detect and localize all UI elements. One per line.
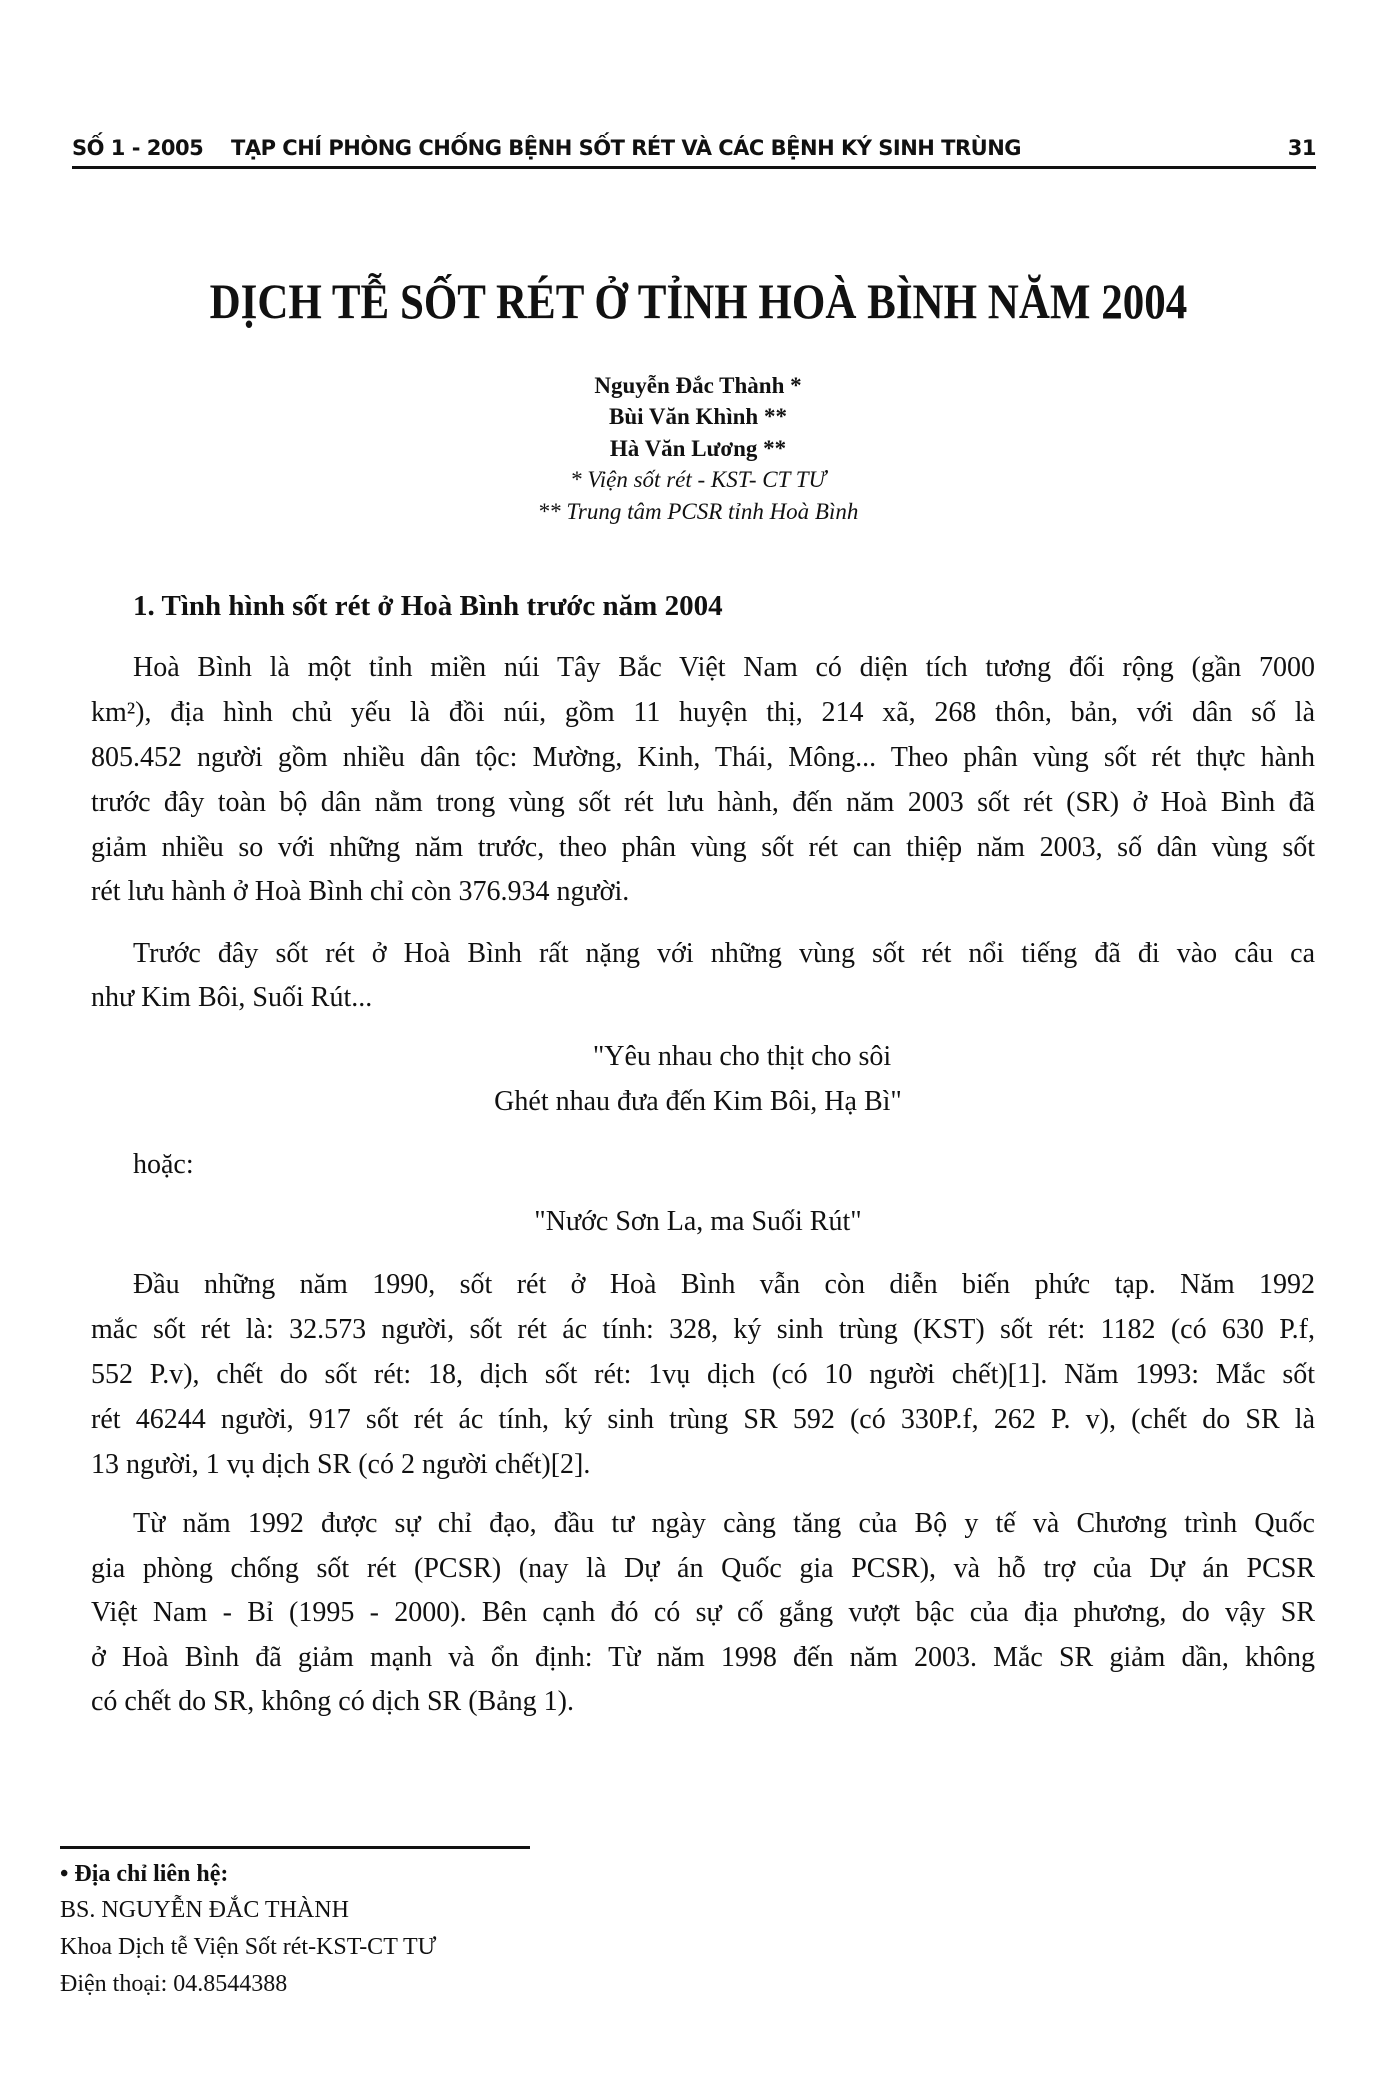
- verse-line: "Nước Sơn La, ma Suối Rút": [534, 1206, 862, 1237]
- paragraph-line: rét lưu hành ở Hoà Bình chỉ còn 376.934 người.: [91, 876, 630, 907]
- paragraph-line: như Kim Bôi, Suối Rút...: [91, 982, 373, 1013]
- footnote-org: Khoa Dịch tễ Viện Sốt rét-KST-CT TƯ: [60, 1934, 437, 1960]
- affiliation: * Viện sốt rét - KST- CT TƯ: [570, 467, 826, 492]
- verse-line: Ghét nhau đưa đến Kim Bôi, Hạ Bì": [494, 1086, 902, 1117]
- paragraph-line: mắc sốt rét là: 32.573 người, sốt rét ác tính: 328, ký sinh trùng (KST) sốt rét: 1182 (có 630 P.f,: [91, 1314, 1315, 1345]
- paragraph-line: trước đây toàn bộ dân nằm trong vùng sốt rét lưu hành, đến năm 2003 sốt rét (SR) ở Hoà Bình đã: [91, 787, 1315, 818]
- paragraph-line: có chết do SR, không có dịch SR (Bảng 1).: [91, 1686, 574, 1717]
- journal-name: TẠP CHÍ PHÒNG CHỐNG BỆNH SỐT RÉT VÀ CÁC BỆNH KÝ SINH TRÙNG: [231, 136, 1022, 160]
- author: Hà Văn Lương **: [609, 436, 787, 461]
- footnote-rule: [60, 1846, 530, 1849]
- section-heading: 1. Tình hình sốt rét ở Hoà Bình trước năm 2004: [133, 590, 723, 622]
- article-title: [0, 272, 1396, 330]
- paragraph-line: rét 46244 người, 917 sốt rét ác tính, ký sinh trùng SR 592 (có 330P.f, 262 P. v), (chết do SR là: [91, 1404, 1315, 1435]
- paragraph-line: Từ năm 1992 được sự chỉ đạo, đầu tư ngày càng tăng của Bộ y tế và Chương trình Quốc: [133, 1508, 1315, 1539]
- or-label: hoặc:: [133, 1149, 194, 1180]
- footnote-phone: Điện thoại: 04.8544388: [60, 1971, 288, 1997]
- paragraph-line: gia phòng chống sốt rét (PCSR) (nay là Dự án Quốc gia PCSR), và hỗ trợ của Dự án PCSR: [91, 1553, 1315, 1584]
- paragraph-line: giảm nhiều so với những năm trước, theo phân vùng sốt rét can thiệp năm 2003, số dân vùng sốt: [91, 832, 1315, 863]
- author: Nguyễn Đắc Thành *: [594, 373, 802, 398]
- author: Bùi Văn Khình **: [609, 404, 787, 429]
- paragraph-line: km²), địa hình chủ yếu là đồi núi, gồm 11 huyện thị, 214 xã, 268 thôn, bản, với dân số là: [91, 697, 1315, 728]
- footnote-name: BS. NGUYỄN ĐẮC THÀNH: [60, 1897, 349, 1923]
- page-number: 31: [1287, 136, 1316, 160]
- paragraph-line: Trước đây sốt rét ở Hoà Bình rất nặng với những vùng sốt rét nổi tiếng đã đi vào câu ca: [133, 938, 1315, 969]
- paragraph-line: 13 người, 1 vụ dịch SR (có 2 người chết)[2].: [91, 1449, 591, 1480]
- verse-line: "Yêu nhau cho thịt cho sôi: [592, 1041, 892, 1072]
- header-rule: [72, 166, 1316, 169]
- affiliation: ** Trung tâm PCSR tỉnh Hoà Bình: [537, 499, 859, 524]
- paragraph-line: ở Hoà Bình đã giảm mạnh và ổn định: Từ năm 1998 đến năm 2003. Mắc SR giảm dần, không: [91, 1642, 1315, 1673]
- paragraph-line: Hoà Bình là một tỉnh miền núi Tây Bắc Việt Nam có diện tích tương đối rộng (gần 7000: [133, 652, 1315, 683]
- paragraph-line: 552 P.v), chết do sốt rét: 18, dịch sốt rét: 1vụ dịch (có 10 người chết)[1]. Năm 1993: Mắc sốt: [91, 1359, 1315, 1390]
- paragraph-line: 805.452 người gồm nhiều dân tộc: Mường, Kinh, Thái, Mông... Theo phân vùng sốt rét thực hành: [91, 742, 1315, 773]
- paragraph-line: Việt Nam - Bỉ (1995 - 2000). Bên cạnh đó có sự cố gắng vượt bậc của địa phương, do vậy SR: [91, 1597, 1315, 1628]
- paragraph-line: Đầu những năm 1990, sốt rét ở Hoà Bình vẫn còn diễn biến phức tạp. Năm 1992: [133, 1269, 1315, 1300]
- article-title-text: DỊCH TỄ SỐT RÉT Ở TỈNH HOÀ BÌNH NĂM 2004: [209, 273, 1187, 329]
- running-header: [72, 136, 1316, 170]
- footnote-label: • Địa chỉ liên hệ:: [60, 1861, 229, 1887]
- issue-number: SỐ 1 - 2005: [72, 136, 204, 160]
